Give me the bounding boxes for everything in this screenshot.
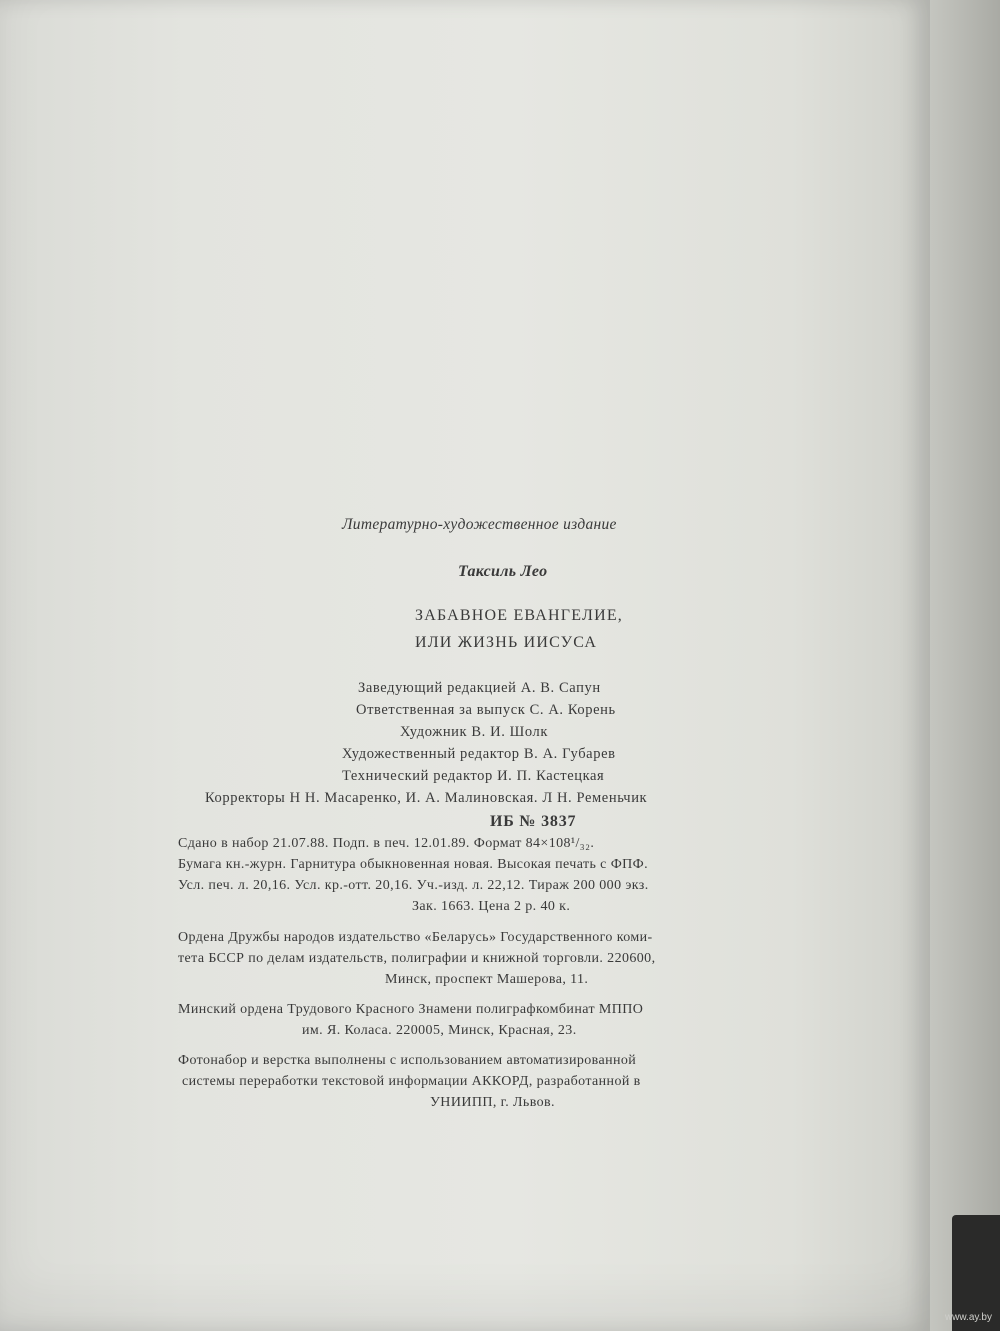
book-title-line-2: ИЛИ ЖИЗНЬ ИИСУСА <box>415 634 598 651</box>
technical-line: Бумага кн.-журн. Гарнитура обыкновенная новая. Высокая печать с ФПФ. <box>178 857 649 872</box>
printer-line: им. Я. Коласа. 220005, Минск, Красная, 23. <box>302 1023 577 1038</box>
credit-line: Корректоры Н Н. Масаренко, И. А. Малиновская. Л Н. Ременьчик <box>205 790 648 806</box>
credit-line: Технический редактор И. П. Кастецкая <box>342 768 605 784</box>
typesetting-line: УНИИПП, г. Львов. <box>430 1095 555 1110</box>
printer-line: Минский ордена Трудового Красного Знамени полиграфкомбинат МППО <box>178 1002 644 1017</box>
adjacent-page-edge <box>918 0 1000 1331</box>
typesetting-line: Фотонабор и верстка выполнены с использованием автоматизированной <box>178 1053 637 1068</box>
technical-line: Сдано в набор 21.07.88. Подп. в печ. 12.01.89. Формат 84×108¹/₃₂. <box>178 836 595 851</box>
publisher-line: Минск, проспект Машерова, 11. <box>385 972 589 987</box>
publisher-line: Ордена Дружбы народов издательство «Беларусь» Государственного коми- <box>178 930 653 945</box>
edition-genre: Литературно-художественное издание <box>342 516 617 533</box>
publisher-line: тета БССР по делам издательств, полиграфии и книжной торговли. 220600, <box>178 951 656 966</box>
typesetting-line: системы переработки текстовой информации АККОРД, разработанной в <box>182 1074 641 1089</box>
site-watermark: www.ay.by <box>944 1312 992 1323</box>
ib-number: ИБ № 3837 <box>490 813 577 830</box>
credit-line: Художник В. И. Шолк <box>400 724 549 740</box>
technical-line: Усл. печ. л. 20,16. Усл. кр.-отт. 20,16. Уч.-изд. л. 22,12. Тираж 200 000 экз. <box>178 878 649 893</box>
author-name: Таксиль Лео <box>458 563 548 580</box>
credit-line: Ответственная за выпуск С. А. Корень <box>356 702 616 718</box>
technical-line: Зак. 1663. Цена 2 р. 40 к. <box>412 899 571 914</box>
book-title-line-1: ЗАБАВНОЕ ЕВАНГЕЛИЕ, <box>415 607 623 624</box>
credit-line: Заведующий редакцией А. В. Сапун <box>358 680 601 696</box>
credit-line: Художественный редактор В. А. Губарев <box>342 746 616 762</box>
